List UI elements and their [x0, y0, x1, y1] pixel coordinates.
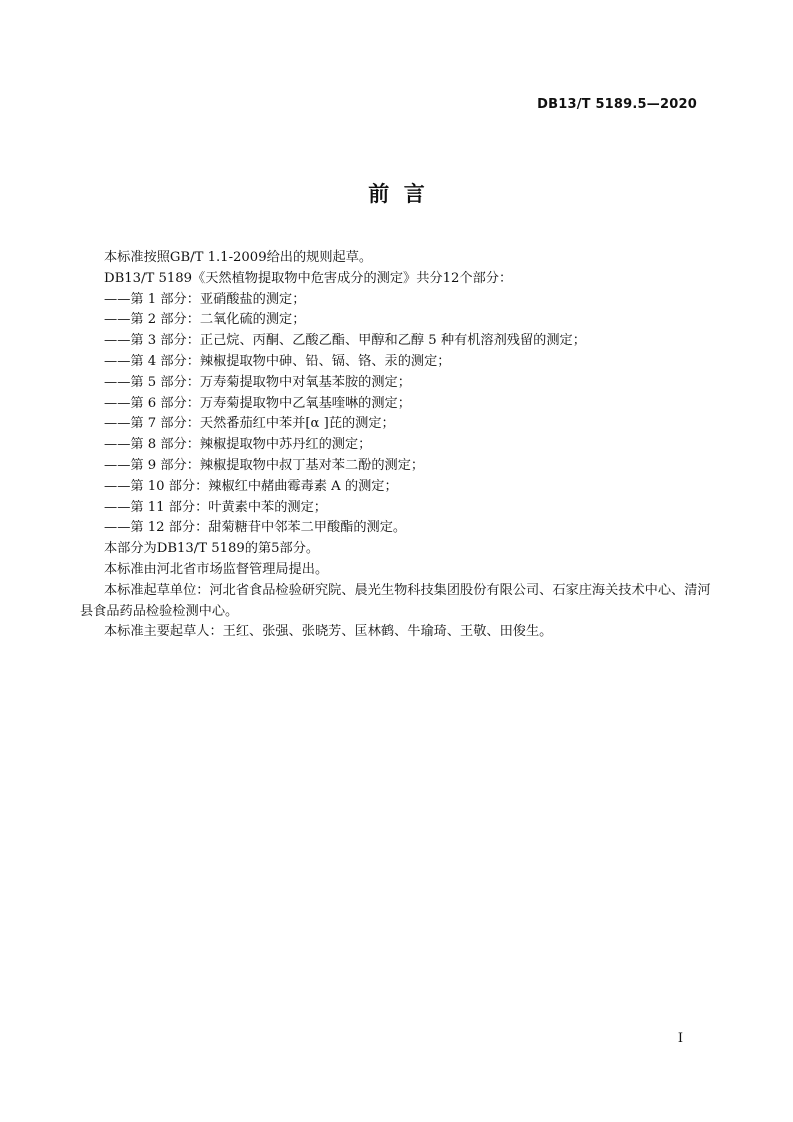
part-item: ——第 6 部分：万寿菊提取物中乙氧基喹啉的测定；: [104, 395, 411, 411]
outro-paragraph-drafting-units: 本标准起草单位：河北省食品检验研究院、晨光生物科技集团股份有限公司、石家庄海关技术中心、清河县食品药品检验检测中心。: [80, 582, 711, 619]
part-item: ——第 8 部分：辣椒提取物中苏丹红的测定；: [104, 437, 372, 453]
part-item: ——第 12 部分：甜菊糖苷中邻苯二甲酸酯的测定。: [104, 520, 407, 536]
part-item: ——第 1 部分：亚硝酸盐的测定；: [104, 291, 306, 307]
outro-paragraph-drafters: 本标准主要起草人：王红、张强、张晓芳、匡林鹤、牛瑜琦、王敬、田俊生。: [104, 624, 553, 640]
part-item: ——第 3 部分：正己烷、丙酮、乙酸乙酯、甲醇和乙醇 5 种有机溶剂残留的测定；: [104, 333, 586, 349]
part-item: ——第 11 部分：叶黄素中苯的测定；: [104, 499, 327, 515]
outro-paragraph-part-statement: 本部分为DB13/T 5189的第5部分。: [104, 541, 320, 557]
part-item: ——第 5 部分：万寿菊提取物中对氧基苯胺的测定；: [104, 374, 411, 390]
part-item: ——第 9 部分：辣椒提取物中叔丁基对苯二酚的测定；: [104, 457, 425, 473]
parts-list: [80, 290, 714, 540]
part-item: ——第 10 部分：辣椒红中赭曲霉毒素 A 的测定；: [104, 478, 398, 494]
intro-paragraph-1: 本标准按照GB/T 1.1-2009给出的规则起草。: [104, 250, 373, 265]
part-item: ——第 4 部分：辣椒提取物中砷、铅、镉、铬、汞的测定；: [104, 353, 451, 369]
page-title: 前 言: [368, 182, 425, 206]
part-item: ——第 7 部分：天然番茄红中苯并[α ]芘的测定；: [104, 416, 395, 432]
page-number: I: [677, 1031, 683, 1046]
intro-paragraph-2: DB13/T 5189《天然植物提取物中危害成分的测定》共分12个部分：: [104, 270, 513, 286]
foreword-body: [80, 248, 714, 643]
part-item: ——第 2 部分：二氧化硫的测定；: [104, 312, 306, 328]
outro-paragraph-proposer: 本标准由河北省市场监督管理局提出。: [104, 561, 329, 577]
standard-code-header: DB13/T 5189.5—2020: [537, 97, 697, 112]
